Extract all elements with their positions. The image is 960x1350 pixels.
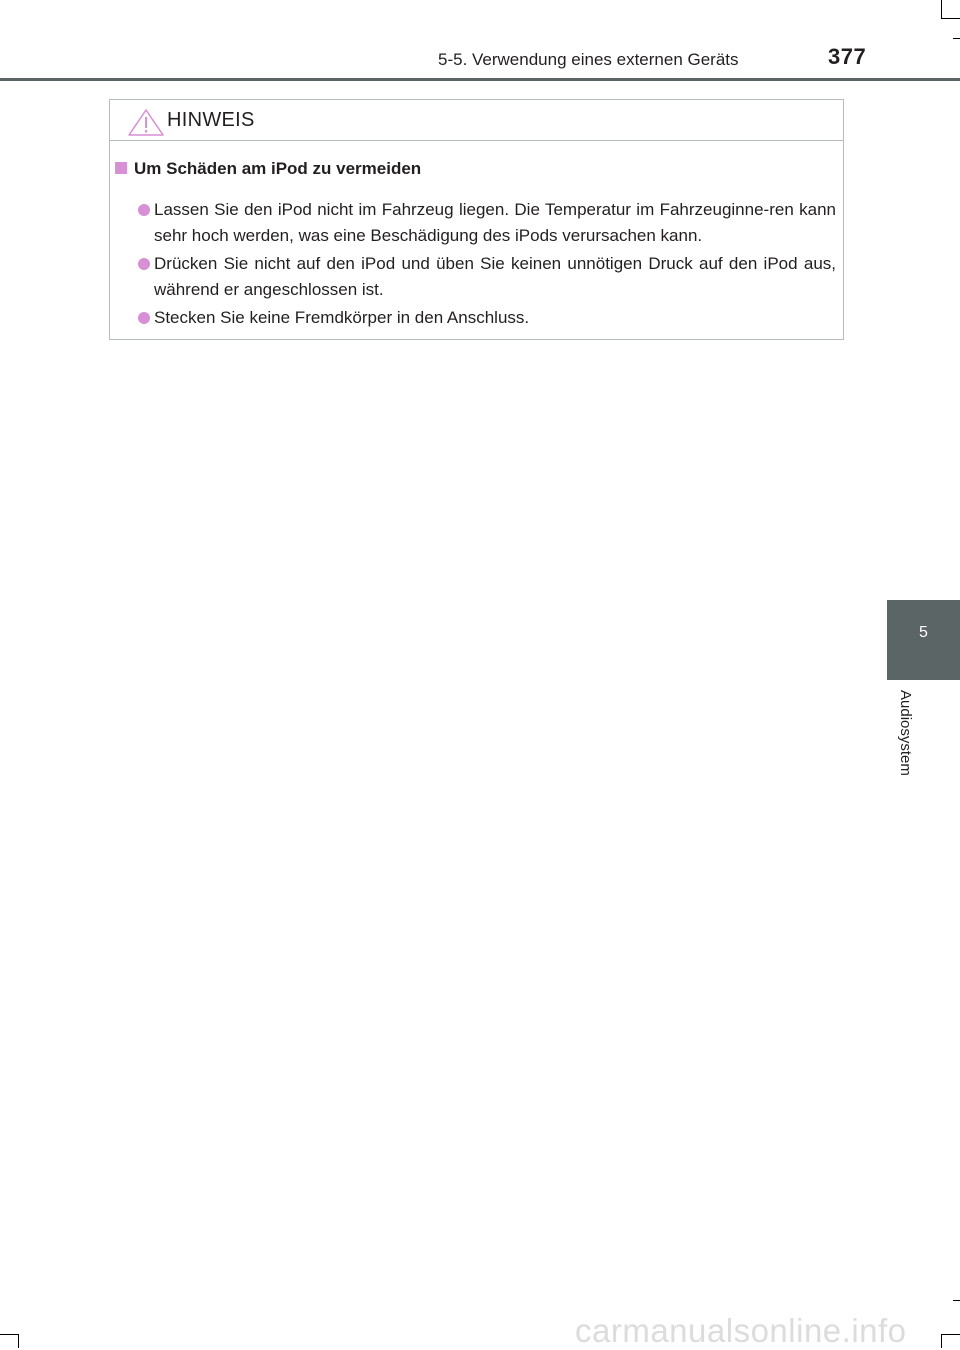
list-item-text: Drücken Sie nicht auf den iPod und üben Sie keinen unnötigen Druck auf den iPod aus, während er angeschlossen ist. xyxy=(154,254,836,299)
watermark: carmanualsonline.info xyxy=(575,1312,907,1349)
crop-mark xyxy=(0,1334,18,1335)
crop-mark xyxy=(941,1334,942,1348)
list-item xyxy=(154,305,836,331)
list-item xyxy=(154,251,836,303)
crop-mark xyxy=(953,38,960,39)
chapter-number: 5 xyxy=(919,624,928,641)
chapter-label: Audiosystem xyxy=(897,690,914,776)
circle-bullet-icon xyxy=(138,312,150,324)
notice-box xyxy=(109,99,844,340)
header-rule xyxy=(0,78,960,81)
crop-mark xyxy=(941,1334,960,1335)
crop-mark xyxy=(941,18,960,19)
notice-header xyxy=(110,100,843,141)
section-heading-text: Um Schäden am iPod zu vermeiden xyxy=(134,159,422,178)
chapter-tab xyxy=(887,600,960,680)
list-item-text: Lassen Sie den iPod nicht im Fahrzeug liegen. Die Temperatur im Fahrzeuginne-ren kann sehr hoch werden, was eine Beschädigung des iPods verursachen kann. xyxy=(154,200,836,245)
list-item-text: Stecken Sie keine Fremdkörper in den Anschluss. xyxy=(154,308,530,327)
page-number: 377 xyxy=(828,44,867,69)
section-title: 5-5. Verwendung eines externen Geräts xyxy=(438,50,739,69)
crop-mark xyxy=(941,0,942,18)
circle-bullet-icon xyxy=(138,204,150,216)
circle-bullet-icon xyxy=(138,258,150,270)
section-heading xyxy=(134,159,421,179)
notice-title: HINWEIS xyxy=(167,109,255,131)
warning-triangle-icon xyxy=(127,108,165,136)
square-bullet-icon xyxy=(115,162,127,174)
list-item xyxy=(154,197,836,249)
crop-mark xyxy=(18,1334,19,1348)
crop-mark xyxy=(953,1300,960,1301)
